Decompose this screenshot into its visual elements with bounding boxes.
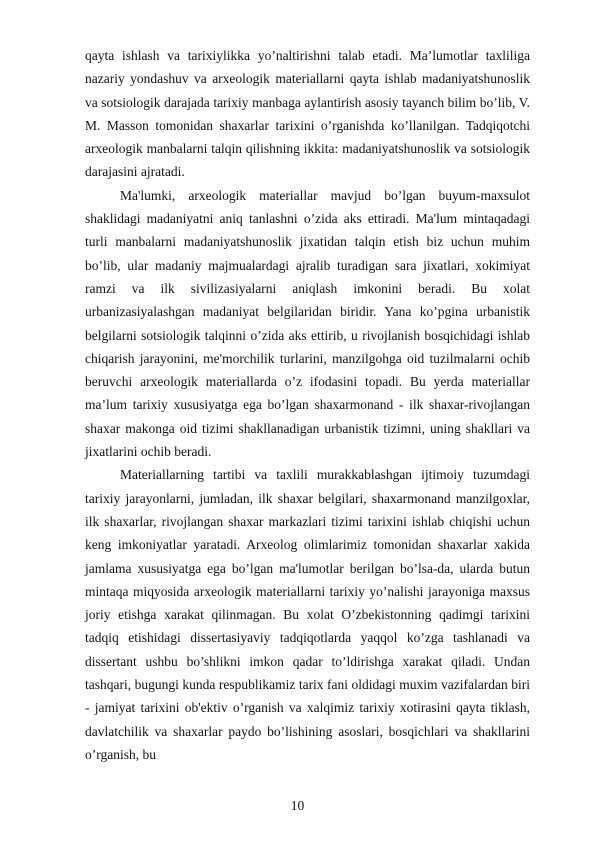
document-body [85,44,530,766]
page-number: 10 [290,798,305,813]
paragraph-2: Ma'lumki, arxeologik materiallar mavjud bo’lgan buyum-maxsulot shaklidagi madaniyatni aniq tanlashni o’zida aks ettiradi. Ma'lum mintaqadagi turli manbalarni madaniyatshunoslik jixatidan talqin etish biz uchun muhim bo’lib, ular madaniy majmualardagi ajralib turadigan sara jixatlari, xokimiyat ramzi va ilk sivilizasiyalarni aniqlash imkonini beradi. Bu xolat urbanizasiyalashgan madaniyat belgilaridan biridir. Yana ko’pgina urbanistik belgilarni sotsiologik talqinni o’zida aks ettirib, u rivojlanish bosqichidagi ishlab chiqarish jarayonini, me'morchilik turlarini, manzilgohga oid tuzilmalarni ochib beruvchi arxeologik materiallarda o’z ifodasini topadi. Bu yerda materiallar ma’lum tarixiy xususiyatga ega bo’lgan shaxarmonand - ilk shaxar-rivojlangan shaxar makonga oid tizimi shakllanadigan urbanistik tizimni, uning shakllari va jixatlarini ochib beradi. [85,187,530,460]
paragraph-3: Materiallarning tartibi va taxlili murakkablashgan ijtimoiy tuzumdagi tarixiy jarayonlarni, jumladan, ilk shaxar belgilari, shaxarmonand manzilgoxlar, ilk shaxarlar, rivojlangan shaxar markazlari tizimi tarixini ishlab chiqishi uchun keng imkoniyatlar yaratadi. Arxeolog olimlarimiz tomonidan shaxarlar xakida jamlama xususiyatga ega bo’lgan ma'lumotlar berilgan bo’lsa-da, ularda butun mintaqa miqyosida arxeologik materiallarni tarixiy yo’nalishi jarayoniga maxsus joriy etishga xarakat qilinmagan. Bu xolat O’zbekistonning qadimgi tarixini tadqiq etishidagi dissertasiyaviy tadqiqotlarda yaqqol ko’zga tashlanadi va dissertant ushbu bo’shlikni imkon qadar to’ldirishga xarakat qiladi. Undan tashqari, bugungi kunda respublikamiz tarix fani oldidagi muxim vazifalardan biri - jamiyat tarixini ob'ektiv o’rganish va xalqimiz tarixiy xotirasini qayta tiklash, davlatchilik va shaxarlar paydo bo’lishining asoslari, bosqichlari va shakllarini o’rganish, bu [85,467,530,762]
paragraph-1: qayta ishlash va tarixiylikka yo’naltirishni talab etadi. Ma’lumotlar taxliliga nazariy yondashuv va arxeologik materiallarni qayta ishlab madaniyatshunoslik va sotsiologik darajada tarixiy manbaga aylantirish asosiy tayanch bilim bo’lib, V. M. Masson tomonidan shaxarlar tarixini o’rganishda ko’llanilgan. Tadqiqotchi arxeologik manbalarni talqin qilishning ikkita: madaniyatshunoslik va sotsiologik darajasini ajratadi. [85,48,530,180]
